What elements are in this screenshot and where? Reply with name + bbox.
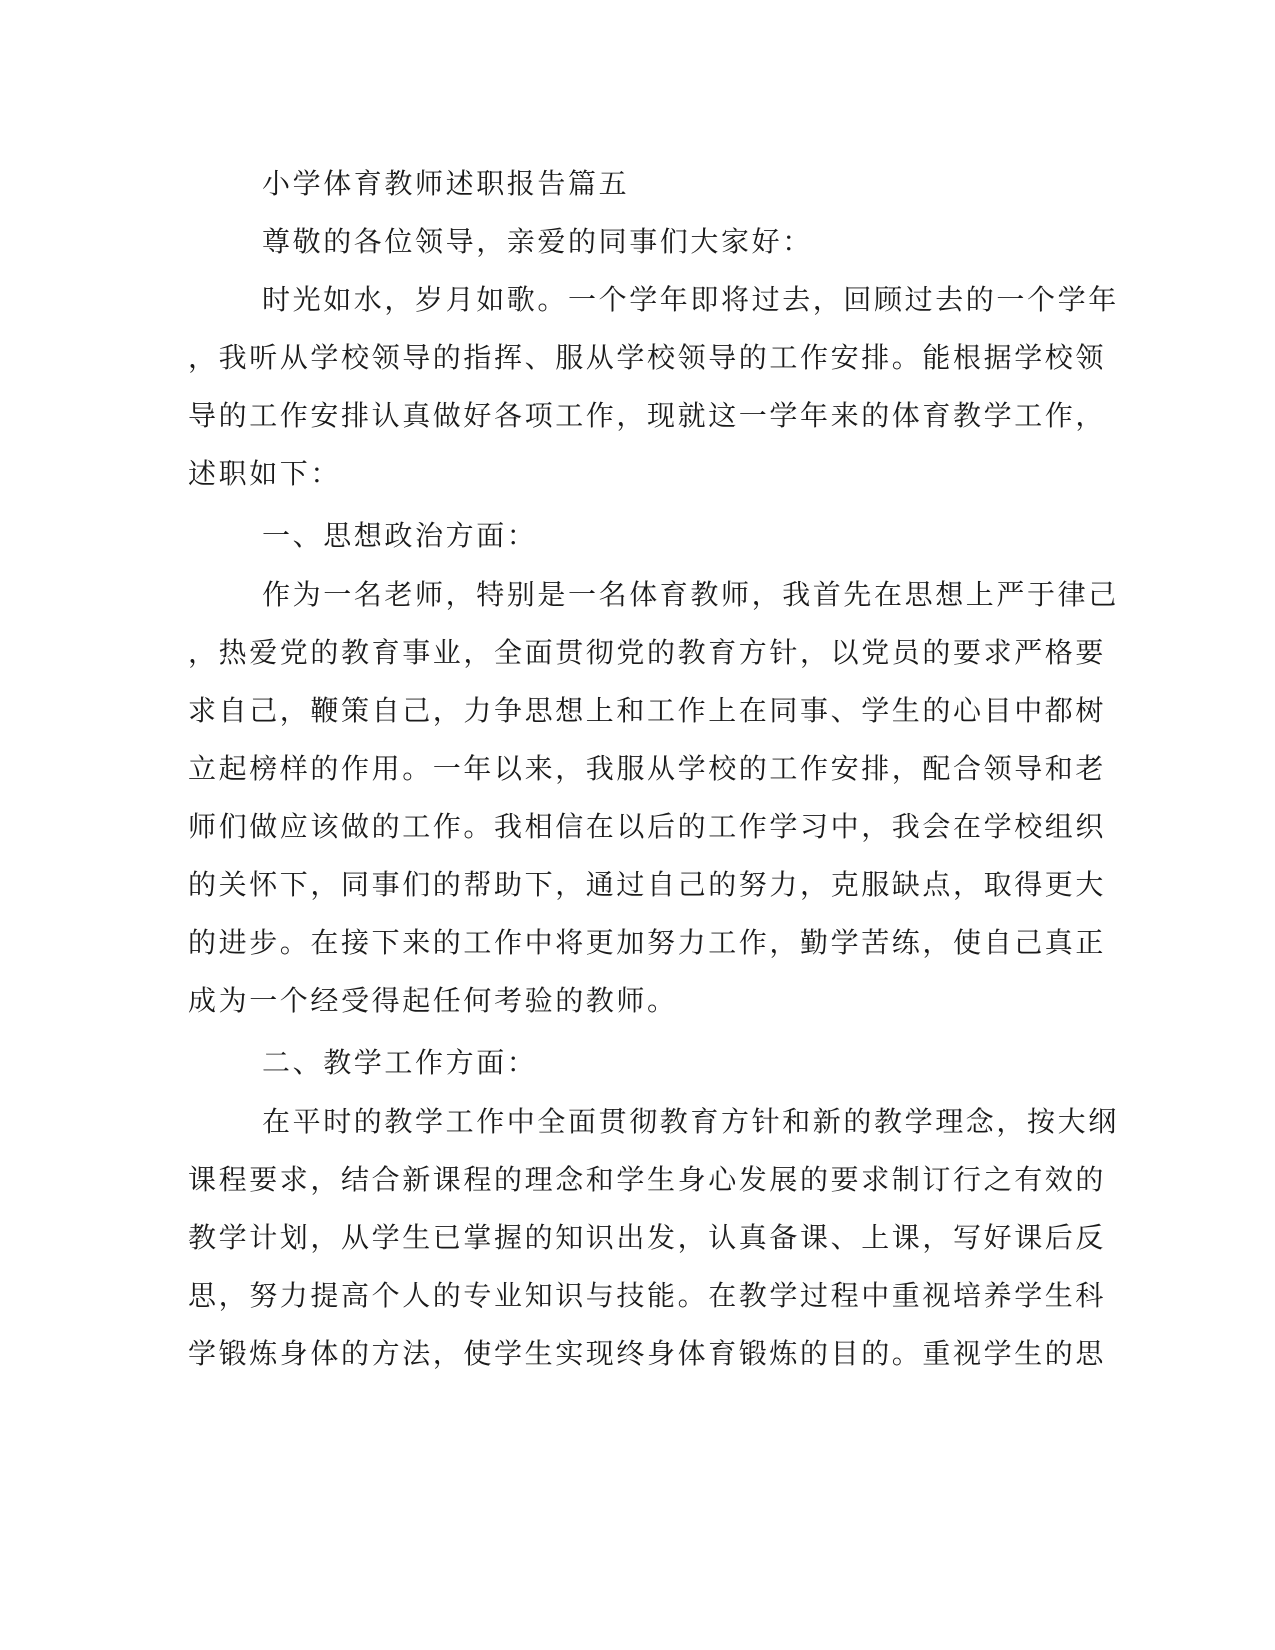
paragraph-3-line-5: 学锻炼身体的方法，使学生实现终身体育锻炼的目的。重视学生的思 bbox=[188, 1337, 1107, 1370]
paragraph-2-line-1: 作为一名老师，特别是一名体育教师，我首先在思想上严于律己 bbox=[262, 578, 1119, 611]
document-title: 小学体育教师述职报告篇五 bbox=[262, 167, 630, 200]
paragraph-3-line-3: 教学计划，从学生已掌握的知识出发，认真备课、上课，写好课后反 bbox=[188, 1221, 1107, 1254]
paragraph-1-line-3: 导的工作安排认真做好各项工作，现就这一学年来的体育教学工作， bbox=[188, 399, 1107, 432]
paragraph-1-line-1: 时光如水，岁月如歌。一个学年即将过去，回顾过去的一个学年 bbox=[262, 283, 1119, 316]
paragraph-2-line-7: 的进步。在接下来的工作中将更加努力工作，勤学苦练，使自己真正 bbox=[188, 926, 1107, 959]
paragraph-3-line-1: 在平时的教学工作中全面贯彻教育方针和新的教学理念，按大纲 bbox=[262, 1105, 1119, 1138]
paragraph-3-line-4: 思，努力提高个人的专业知识与技能。在教学过程中重视培养学生科 bbox=[188, 1279, 1107, 1312]
section-heading-2: 二、教学工作方面： bbox=[262, 1046, 538, 1079]
greeting: 尊敬的各位领导，亲爱的同事们大家好： bbox=[262, 225, 813, 258]
paragraph-1-line-4: 述职如下： bbox=[188, 457, 342, 490]
paragraph-2-line-6: 的关怀下，同事们的帮助下，通过自己的努力，克服缺点，取得更大 bbox=[188, 868, 1107, 901]
paragraph-3-line-2: 课程要求，结合新课程的理念和学生身心发展的要求制订行之有效的 bbox=[188, 1163, 1107, 1196]
section-heading-1: 一、思想政治方面： bbox=[262, 519, 538, 552]
paragraph-2-line-3: 求自己，鞭策自己，力争思想上和工作上在同事、学生的心目中都树 bbox=[188, 694, 1107, 727]
paragraph-1-line-2: ，我听从学校领导的指挥、服从学校领导的工作安排。能根据学校领 bbox=[188, 341, 1107, 374]
paragraph-2-line-5: 师们做应该做的工作。我相信在以后的工作学习中，我会在学校组织 bbox=[188, 810, 1107, 843]
paragraph-2-line-2: ，热爱党的教育事业，全面贯彻党的教育方针，以党员的要求严格要 bbox=[188, 636, 1107, 669]
paragraph-2-line-4: 立起榜样的作用。一年以来，我服从学校的工作安排，配合领导和老 bbox=[188, 752, 1107, 785]
paragraph-2-line-8: 成为一个经受得起任何考验的教师。 bbox=[188, 984, 678, 1017]
